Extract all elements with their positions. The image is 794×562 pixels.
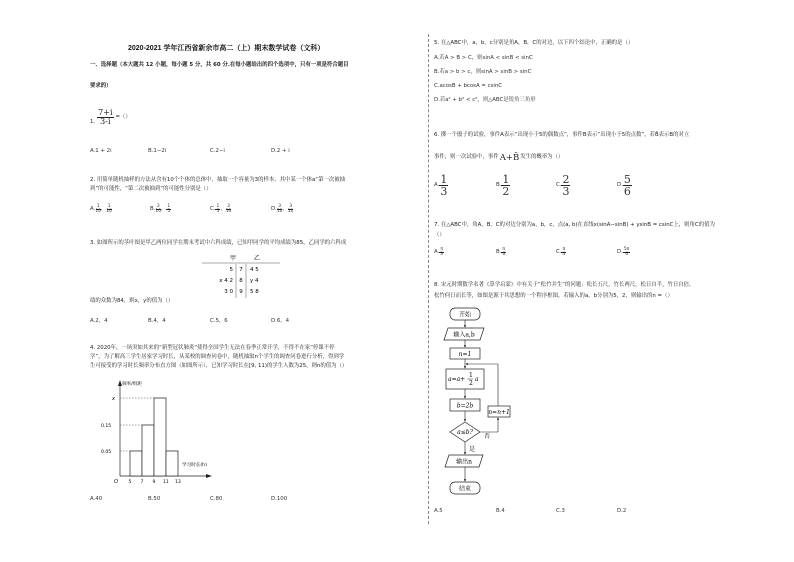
page-title: 2020-2021 学年江西省新余市高二（上）期末数学试卷（文科） [128,45,325,52]
q6-option-label: C. [556,181,562,188]
flow-decision-label: a≤b? [457,429,473,436]
option-fraction [226,205,232,215]
q5-option-b[interactable]: B.若a > b > c，则sinA > sinB > sinC [434,69,532,75]
hist-xtick-7: 7 [140,480,144,485]
q3-option-d[interactable]: D.6，4 [271,318,290,324]
flow-step-b-label: b=2b [456,402,474,410]
frequency-histogram [90,376,230,486]
q8-option-d[interactable]: D.2 [617,508,627,514]
q4-option-a[interactable]: A.40 [90,496,103,502]
hist-xtick-9: 9 [152,480,156,485]
fraction-numerator: π [562,247,566,252]
option-fraction [288,205,294,215]
option-fraction [166,205,171,215]
q1-number: 1. [90,119,96,125]
q2-option-label: C. [210,205,216,212]
hist-bar-9-11 [154,398,166,476]
fraction-denominator: 3 [440,252,444,258]
q6-line1: 6. 掷一个骰子的试验，事件A表示“出现小于5的偶数点”，事件B表示“出现小于5的点数”，若B̄表示B的对立 [434,132,690,138]
q6-line2-a: 事件，则一次试验中，事件 [434,154,499,161]
fraction-numerator: 1 [216,204,220,209]
q6-option-a[interactable] [434,174,448,197]
stem-row3-stem: 9 [239,289,243,295]
option-fraction [561,174,570,197]
option-fraction [439,174,448,197]
fraction-numerator: 2 [562,173,570,186]
right-column [432,0,722,562]
q8-option-b[interactable]: B.4 [496,508,505,514]
fraction-denominator: 10 [106,209,112,215]
flow-input-label: 输入a,b [453,331,475,339]
fraction-numerator: π [440,247,443,252]
q6-option-d[interactable] [617,174,632,197]
hist-xtick-11: 11 [163,480,169,485]
fraction-denominator: 6 [625,252,628,258]
q6-option-label: D. [617,181,623,188]
q2-option-a[interactable] [90,205,112,215]
section1-heading: 一、选择题 [90,62,117,68]
stem-row3-left: 3 0 [224,289,233,295]
fraction-denominator: 5 [216,209,220,215]
option-separator: ， [282,205,288,212]
q8-line1: 8. 宋元时期数学名著《算学启蒙》中有关于“松竹并生”的问题：松长五尺，竹长两尺，松日自半，竹日自倍， [434,282,695,288]
q2-line1: 2. 用简单随机抽样的方法从含有10个个体的总体中，抽取一个容量为3的样本，其中某一个体a“第一次被抽 [90,177,346,183]
q7-option-label: C. [556,248,562,255]
hist-ytick-015: 0.15 [101,424,112,429]
q1-suffix: =（） [115,114,131,120]
left-column [88,0,423,562]
stem-row2-right: y 4 [250,278,259,284]
hist-ytick-x: x [112,396,115,402]
q6-option-b[interactable] [496,174,510,197]
q6-line2 [434,152,563,164]
q7-option-label: D. [617,248,623,255]
fraction-denominator: 10 [155,209,162,215]
q4-option-d[interactable]: D.100 [271,496,288,502]
flow-step-a-den: 2 [469,380,473,387]
stem-leaf-plot [196,252,286,300]
option-fraction [561,248,566,258]
fraction-denominator: 10 [276,209,283,215]
q6-line2-b: 发生的概率为（） [520,154,564,161]
q6-option-c[interactable] [556,174,570,197]
q4-line1: 4. 2020年，一场突如其来的“新型冠状肺炎”使得全国学生无法在春季正常开学，不得不在家“停课不停 [90,345,335,351]
flow-step-a-rhs: a [475,376,479,383]
fraction-numerator: 3 [227,204,230,209]
hist-ytick-005: 0.05 [101,450,112,455]
fraction-denominator: 2 [502,185,510,198]
hist-origin: O [114,479,118,485]
stem-row3-right: 5 8 [250,289,259,295]
fraction-denominator: 10 [287,209,294,215]
stem-row1-left: 5 [229,267,233,273]
stem-row1-right: 4 5 [250,267,259,273]
flow-step-a-lhs: a=a+ [448,376,466,383]
q1-stem [90,109,131,127]
option-separator: ， [220,205,226,212]
hist-bar-7-9 [142,425,154,476]
flow-end-label: 结束 [458,485,472,493]
q5-option-c[interactable]: C.acosB + bcosA = csinC [434,83,503,89]
fraction-denominator: 10 [95,209,101,215]
flow-output-label: 输出n [456,458,472,466]
q2-option-label: D. [271,205,277,212]
section1-line1 [90,62,349,70]
q1-option-a[interactable]: A.1 + 2i [90,148,112,154]
fraction-numerator: 1 [107,204,111,209]
q7-option-d[interactable] [617,248,630,258]
fraction-numerator: 1 [167,204,171,209]
option-separator: ， [161,205,167,212]
fraction-numerator: 1 [440,173,448,186]
option-separator: ， [100,205,107,212]
fraction-denominator: 3 [440,185,448,198]
q5-option-d[interactable]: D.若a² + b² < c²，则△ABC是锐角三角形 [434,97,536,103]
hist-xtick-13: 13 [175,480,181,485]
section1-desc1: （本大题共 12 小题，每小题 5 分，共 60 分.在每小题给出的四个选项中，只有一项是符合题目 [116,62,349,68]
q6-option-label: B. [496,181,502,188]
q1-option-c[interactable]: C.2−i [210,148,225,154]
q4-option-c[interactable]: C.80 [210,496,223,502]
fraction-numerator: 3 [289,204,293,209]
fraction-denominator: 10 [225,209,232,215]
q1-option-d[interactable]: D.2 + i [271,148,290,154]
fraction-denominator: 4 [562,252,566,258]
q1-frac-den: 3-i [100,117,111,127]
q2-option-c[interactable] [210,205,231,215]
fraction-denominator: 5 [167,209,171,215]
q3-option-a[interactable]: A.2，4 [90,318,108,324]
column-divider [428,34,429,524]
q2-option-d[interactable] [271,205,293,215]
fraction-numerator: 1 [96,204,100,209]
fraction-numerator: π [502,247,506,252]
hist-xtick-5: 5 [128,480,132,485]
stem-header-left: 甲 [230,255,237,262]
flow-no-label: 否 [484,433,491,440]
q6-expr: A+B̄ [499,153,520,163]
option-fraction [501,248,506,258]
fraction-denominator: 6 [623,185,631,198]
fraction-numerator: 5 [623,173,631,186]
stem-row1-stem: 7 [239,267,243,273]
q7-line1: 7. 在△ABC中，角A，B，C的对边分别为a，b，c，点(a, b)在直线x(sinA−sinB) + ysinB = csinC上，则角C的值为 [434,222,715,228]
fraction-denominator: 3 [562,185,570,198]
q2-option-label: B. [150,205,156,212]
q3-line1: 3. 如图所示的茎叶图是甲乙两位同学在期末考试中六科成绩，已知甲同学的平均成绩为85，乙同学的六科成 [90,240,347,246]
q7-line2: （） [434,232,445,238]
option-fraction [623,174,632,197]
q3-line2: 绩的众数为84，则x，y的值为（） [90,298,174,304]
hist-xlabel: 学习时长(h) [182,463,207,468]
q1-fraction [97,109,113,126]
q7-option-a[interactable] [434,248,444,258]
q8-line2: 松竹何日而长等，如图是源于其思想的一个程序框图，若输入的a，b分别为5，2，则输出的n =（） [434,293,673,299]
hist-x-arrow [206,474,212,478]
q7-option-label: B. [496,248,502,255]
stem-header-right: 乙 [254,255,261,262]
hist-ylabel: 频率/组距 [122,382,142,387]
fraction-numerator: 3 [156,204,160,209]
q5-line1: 5. 在△ABC中，a，b，c分别是角A，B，C的对边，以下四个结论中，正确的是（） [434,40,634,46]
q7-option-label: A. [434,248,440,255]
q2-option-label: A. [90,205,96,212]
q4-option-b[interactable]: B.50 [148,496,161,502]
fraction-numerator: 3 [278,204,282,209]
q3-option-c[interactable]: C.5，6 [210,318,228,324]
fraction-numerator: 5π [623,247,630,252]
flow-step-a-num: 1 [469,372,473,379]
fraction-denominator: 6 [502,252,506,258]
section1-desc2: 要求的） [90,83,112,89]
option-fraction [623,248,630,258]
option-fraction [439,248,444,258]
q7-option-c[interactable] [556,248,566,258]
flow-incr-label: n=n+1 [488,409,510,416]
q2-line2: 到”的可能性，“第二次被抽到”的可能性分别是（） [90,186,212,192]
hist-bar-11-13 [166,451,178,476]
q4-line2: 学”，为了解高三学生居家学习时长，从某校的调查问卷中，随机抽取n个学生的调查问卷进行分析，得到学 [90,354,345,360]
flow-yes-label: 是 [469,446,476,453]
q4-line3: 生可接受的学习时长频率分布直方图（如图所示），已知学习时长在[9, 11)的学生人数为25，则n的值为（） [90,363,348,369]
option-fraction [106,205,112,215]
flow-init-label: n=1 [458,351,472,358]
q6-option-label: A. [434,181,440,188]
q8-option-c[interactable]: C.3 [556,508,565,514]
stem-row2-left: x 4 2 [219,278,233,284]
q1-frac-num: 7+i [98,108,113,118]
flow-start-label: 开始 [458,311,472,319]
q8-option-a[interactable]: A.5 [434,508,443,514]
program-flowchart [434,304,544,504]
q2-option-b[interactable] [150,205,171,215]
hist-bar-5-7 [130,451,142,476]
q5-option-a[interactable]: A.若A > B > C，则sinA < sinB < sinC [434,55,533,61]
q7-option-b[interactable] [496,248,506,258]
q1-option-b[interactable]: B.1−2i [148,148,167,154]
stem-row2-stem: 8 [239,278,243,284]
fraction-numerator: 1 [502,173,510,186]
q3-option-b[interactable]: B.4，4 [148,318,166,324]
option-fraction [501,174,510,197]
